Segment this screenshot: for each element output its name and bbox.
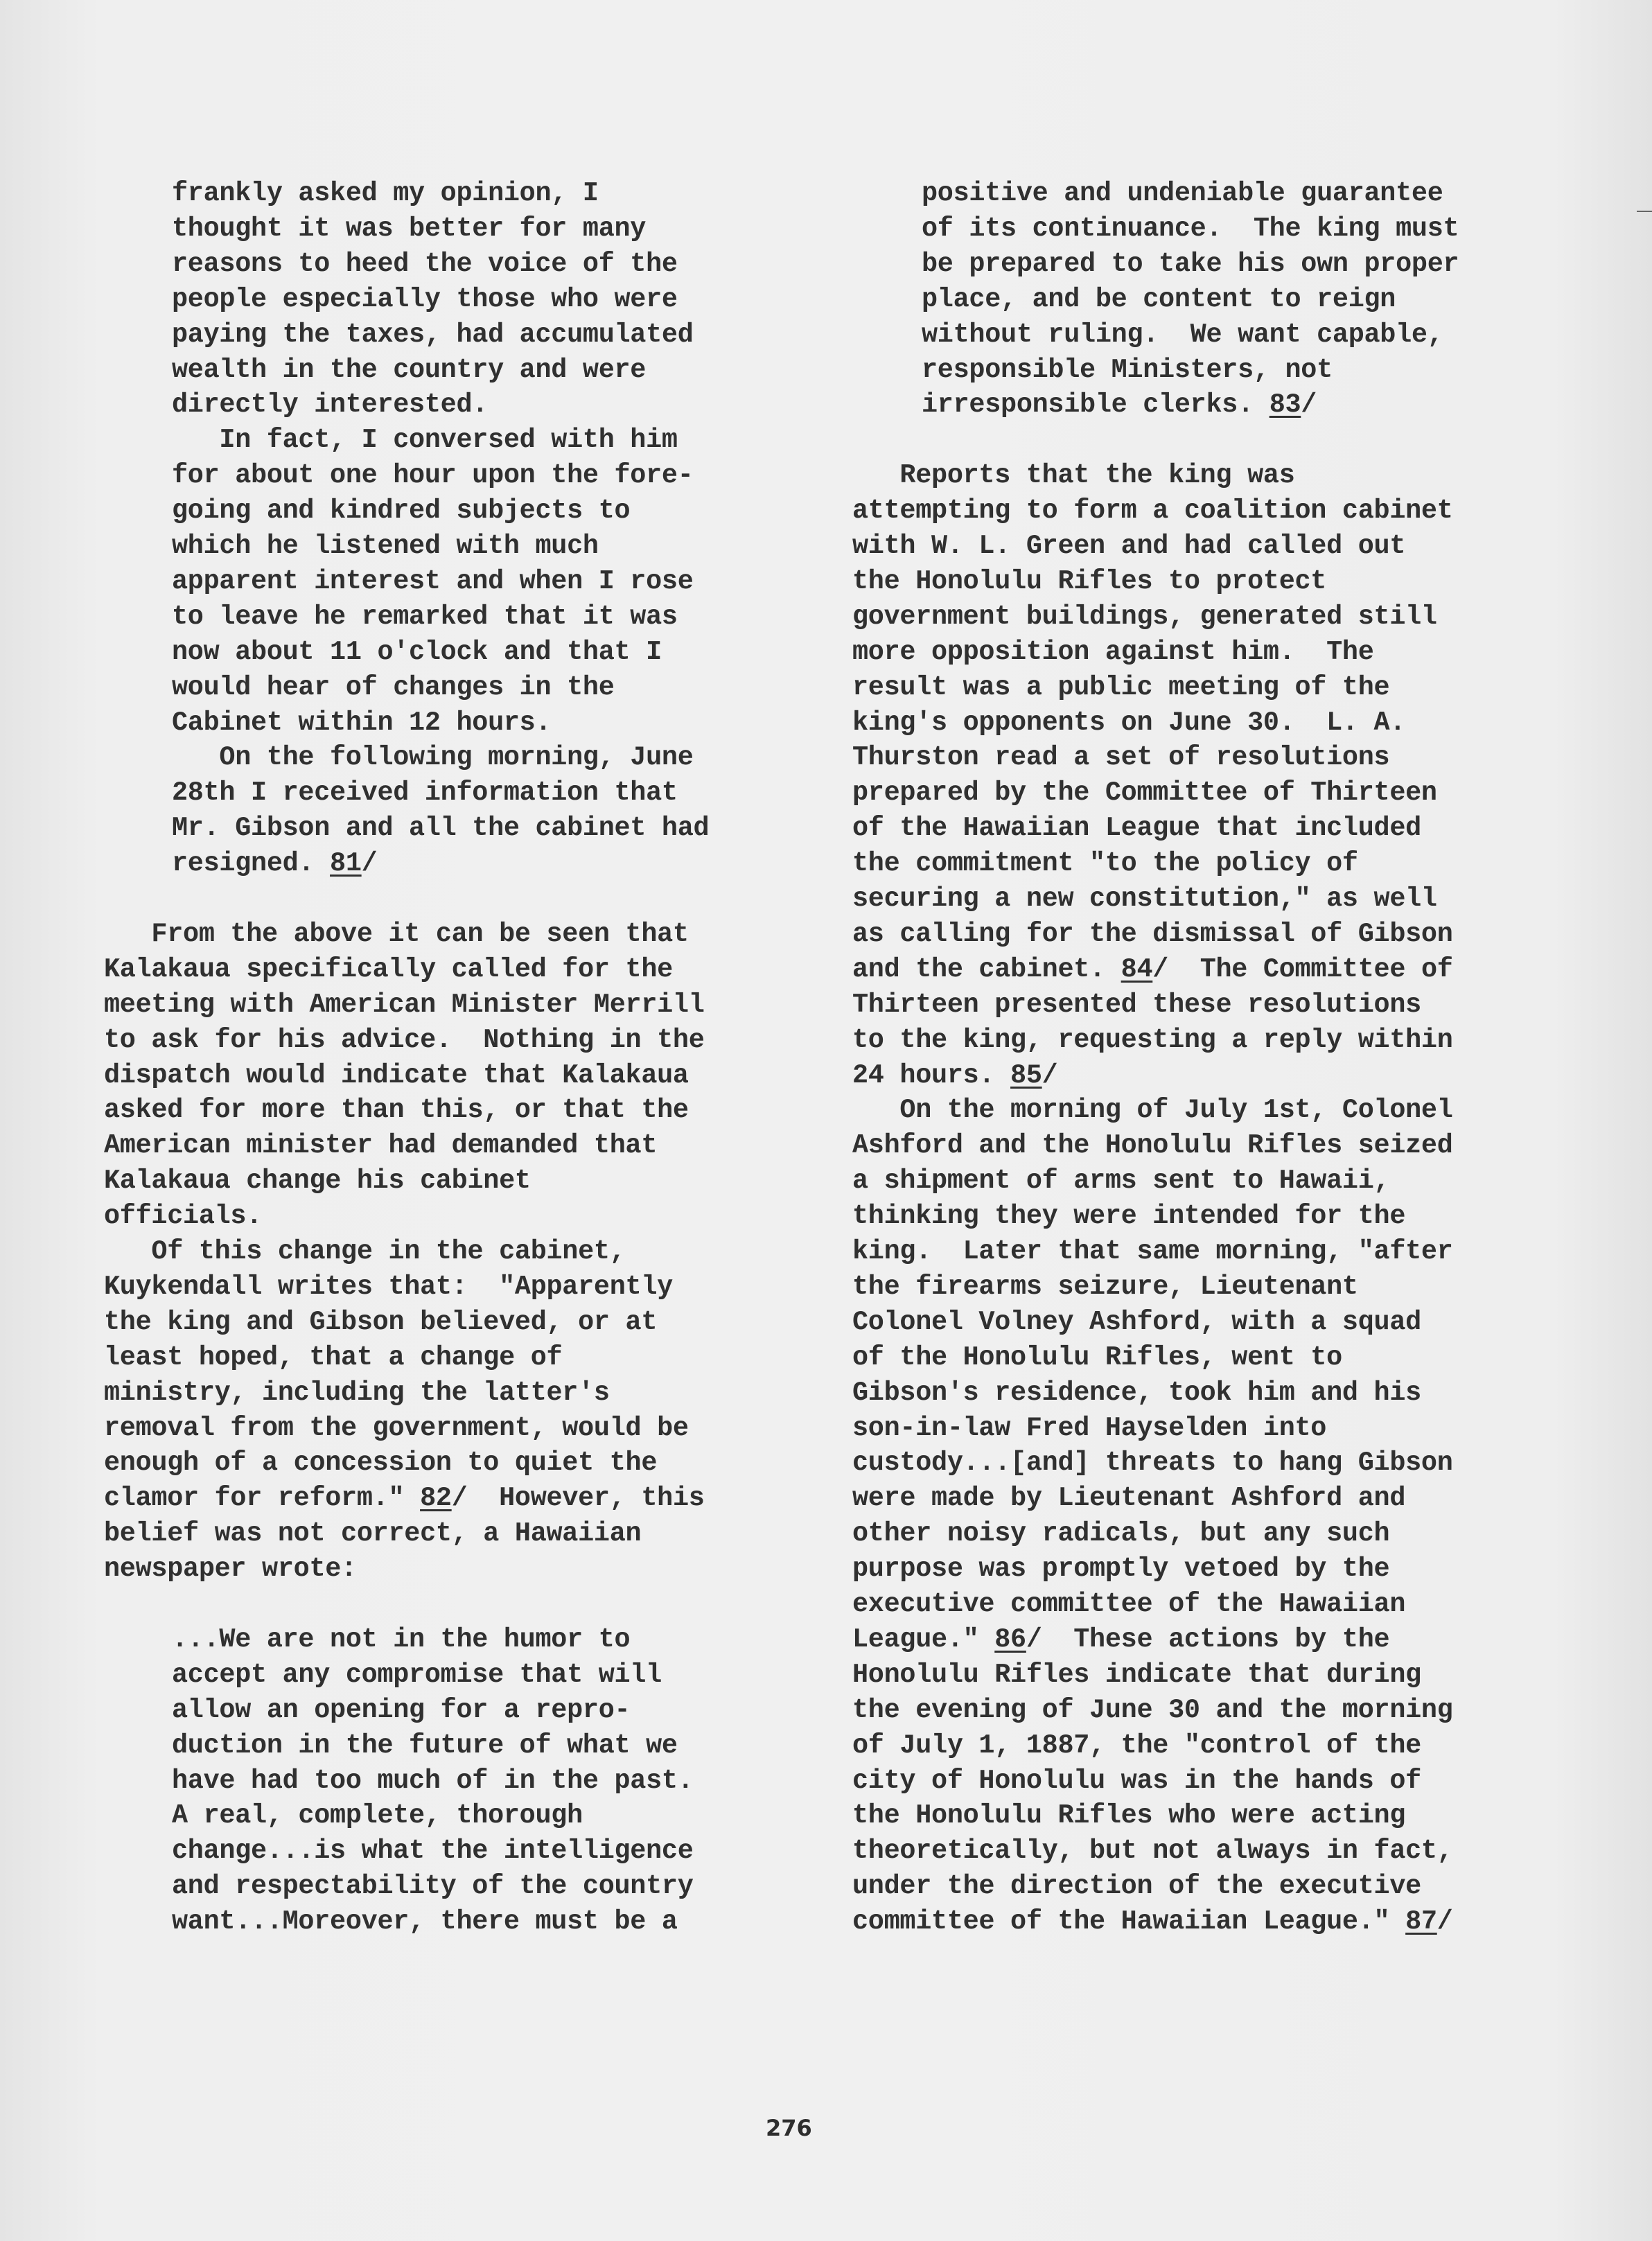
line-text: officials. [104, 1201, 263, 1232]
footnote-reference: 81 [330, 848, 362, 879]
line-text: committee of the Hawaiian League." [852, 1906, 1406, 1937]
line-text: for about one hour upon the fore- [172, 460, 694, 491]
text-line [172, 317, 694, 353]
text-line [852, 599, 1437, 635]
text-line [852, 1693, 1453, 1728]
text-line [172, 1658, 662, 1693]
text-line [172, 387, 488, 423]
text-line [104, 987, 705, 1023]
line-text: 28th I received information that [172, 777, 678, 809]
text-line [104, 1023, 705, 1058]
line-text-after-footnote: / The Committee of [1152, 953, 1453, 985]
text-line [104, 917, 689, 952]
line-text: the evening of June 30 and the morning [852, 1694, 1453, 1725]
line-text: Kuykendall writes that: "Apparently [104, 1271, 673, 1302]
text-line [172, 846, 377, 881]
footnote-reference: 85 [1010, 1060, 1042, 1091]
text-line [922, 317, 1443, 353]
line-text: asked for more than this, or that the [104, 1095, 689, 1126]
line-text: son-in-law Fred Hayselden into [852, 1412, 1327, 1443]
line-text: without ruling. We want capable, [922, 319, 1443, 350]
text-line [104, 952, 673, 987]
line-text: accept any compromise that will [172, 1659, 662, 1690]
line-text: League." [852, 1624, 995, 1655]
line-text: responsible Ministers, not [922, 354, 1333, 385]
text-line [852, 1199, 1405, 1234]
text-line [852, 952, 1453, 987]
line-text: the firearms seizure, Lieutenant [852, 1271, 1358, 1302]
text-line [104, 1411, 689, 1446]
line-text: Ashford and the Honolulu Rifles seized [852, 1130, 1453, 1161]
text-line [172, 705, 551, 741]
text-line [852, 458, 1295, 493]
line-text-after-footnote: / [1436, 1906, 1453, 1937]
line-text: place, and be content to reign [922, 283, 1396, 315]
text-line [852, 1445, 1453, 1481]
text-line [172, 1904, 678, 1940]
line-text: more opposition against him. The [852, 636, 1374, 667]
text-line [852, 1128, 1453, 1163]
line-text: change...is what the intelligence [172, 1836, 694, 1867]
line-text: reasons to heed the voice of the [172, 248, 678, 279]
line-text: Of this change in the cabinet, [104, 1236, 626, 1267]
line-text: least hoped, that a change of [104, 1342, 563, 1373]
line-text: theoretically, but not always in fact, [852, 1836, 1453, 1867]
line-text: king's opponents on June 30. L. A. [852, 707, 1406, 738]
footnote-reference: 82 [420, 1483, 452, 1514]
text-line [852, 811, 1421, 846]
line-text: to leave he remarked that it was [172, 601, 678, 632]
line-text: to ask for his advice. Nothing in the [104, 1024, 705, 1055]
line-text: 24 hours. [852, 1060, 1011, 1091]
line-text: going and kindred subjects to [172, 495, 631, 527]
line-text: attempting to form a coalition cabinet [852, 495, 1453, 527]
text-line [852, 1728, 1421, 1764]
text-line [852, 1869, 1421, 1904]
line-text-after-footnote: / [1042, 1060, 1058, 1091]
text-line [104, 1093, 689, 1128]
line-text: apparent interest and when I rose [172, 565, 694, 597]
line-text: wealth in the country and were [172, 354, 647, 385]
text-line [172, 1728, 678, 1764]
line-text: belief was not correct, a Hawaiian [104, 1518, 642, 1549]
line-text: On the following morning, June [172, 742, 694, 773]
text-line [104, 1199, 262, 1234]
text-line [852, 529, 1405, 564]
text-line [852, 775, 1437, 811]
line-text: under the direction of the executive [852, 1871, 1421, 1902]
line-text-after-footnote: / [1301, 389, 1317, 421]
line-text: as calling for the dismissal of Gibson [852, 918, 1453, 949]
line-text: duction in the future of what we [172, 1730, 678, 1761]
text-line [104, 1552, 357, 1587]
line-text: Cabinet within 12 hours. [172, 707, 552, 738]
line-text: and respectability of the country [172, 1871, 694, 1902]
line-text: enough of a concession to quiet the [104, 1448, 658, 1479]
text-line [852, 670, 1389, 705]
text-line [104, 1445, 657, 1481]
text-line [852, 1552, 1389, 1587]
line-text: would hear of changes in the [172, 671, 615, 703]
line-text: thinking they were intended for the [852, 1201, 1406, 1232]
text-line [104, 1376, 610, 1411]
text-line [172, 635, 662, 670]
text-line [852, 635, 1374, 670]
line-text: Reports that the king was [852, 460, 1295, 491]
line-text: newspaper wrote: [104, 1554, 357, 1585]
line-text: of the Hawaiian League that included [852, 813, 1421, 844]
footnote-reference: 83 [1269, 389, 1301, 421]
line-text: Mr. Gibson and all the cabinet had [172, 813, 710, 844]
line-text: ministry, including the latter's [104, 1377, 610, 1408]
line-text: resigned. [172, 848, 331, 879]
text-line [922, 211, 1459, 247]
line-text: American minister had demanded that [104, 1130, 658, 1161]
line-text: frankly asked my opinion, I [172, 178, 599, 209]
text-line [852, 1340, 1342, 1376]
line-text: Colonel Volney Ashford, with a squad [852, 1306, 1421, 1337]
line-text: government buildings, generated still [852, 601, 1437, 632]
text-line [172, 1764, 694, 1799]
text-line [852, 564, 1326, 599]
text-line [922, 353, 1333, 388]
margin-mark [1637, 211, 1652, 212]
text-line [172, 775, 678, 811]
line-text: paying the taxes, had accumulated [172, 319, 694, 350]
text-line [104, 1163, 531, 1199]
text-line [104, 1340, 562, 1376]
line-text: custody...[and] threats to hang Gibson [852, 1448, 1453, 1479]
line-text: of the Honolulu Rifles, went to [852, 1342, 1342, 1373]
text-line [104, 1269, 673, 1305]
text-line [172, 811, 709, 846]
text-line [852, 1163, 1389, 1199]
text-line [852, 1622, 1389, 1658]
text-line [852, 1798, 1405, 1834]
text-line [172, 1693, 630, 1728]
line-text: the commitment "to the policy of [852, 848, 1358, 879]
page-number: 276 [766, 2115, 812, 2141]
text-line [104, 1481, 705, 1516]
line-text: purpose was promptly vetoed by the [852, 1554, 1390, 1585]
text-line [852, 1093, 1453, 1128]
text-line [852, 917, 1453, 952]
line-text: allow an opening for a repro- [172, 1694, 631, 1725]
text-line [852, 881, 1437, 917]
line-text: irresponsible clerks. [922, 389, 1269, 421]
text-line [852, 846, 1358, 881]
line-text: a shipment of arms sent to Hawaii, [852, 1166, 1390, 1197]
text-line [922, 176, 1443, 211]
text-line [852, 740, 1389, 775]
text-line [104, 1128, 657, 1163]
line-text-after-footnote: / [361, 848, 378, 879]
text-line [852, 1376, 1421, 1411]
text-line [104, 1058, 689, 1093]
line-text: On the morning of July 1st, Colonel [852, 1095, 1453, 1126]
text-line [852, 1481, 1405, 1516]
text-line [922, 387, 1317, 423]
line-text: and the cabinet. [852, 953, 1121, 985]
line-text: securing a new constitution," as well [852, 884, 1437, 914]
line-text: A real, complete, thorough [172, 1800, 583, 1831]
text-line [172, 423, 678, 458]
text-line [852, 1587, 1405, 1622]
line-text: Thurston read a set of resolutions [852, 742, 1390, 773]
text-line [104, 1516, 641, 1552]
line-text: be prepared to take his own proper [922, 248, 1459, 279]
text-line [172, 1798, 583, 1834]
line-text: king. Later that same morning, "after [852, 1236, 1453, 1267]
line-text: directly interested. [172, 389, 489, 421]
footnote-reference: 86 [994, 1624, 1026, 1655]
line-text: with W. L. Green and had called out [852, 531, 1406, 561]
text-line [852, 987, 1421, 1023]
line-text: Honolulu Rifles indicate that during [852, 1659, 1421, 1690]
line-text-after-footnote: / However, this [451, 1483, 705, 1514]
text-line [852, 1834, 1453, 1869]
text-line [172, 670, 615, 705]
text-line [172, 211, 646, 247]
line-text: thought it was better for many [172, 213, 647, 244]
text-line [172, 282, 678, 317]
text-line [104, 1234, 626, 1269]
line-text: dispatch would indicate that Kalakaua [104, 1060, 689, 1091]
text-line [852, 1904, 1453, 1940]
text-line [922, 282, 1396, 317]
line-text: of its continuance. The king must [922, 213, 1459, 244]
text-line [172, 1869, 694, 1904]
line-text: From the above it can be seen that [104, 918, 689, 949]
line-text: which he listened with much [172, 531, 599, 561]
line-text: now about 11 o'clock and that I [172, 636, 662, 667]
line-text: were made by Lieutenant Ashford and [852, 1483, 1406, 1514]
line-text: people especially those who were [172, 283, 678, 315]
line-text: the king and Gibson believed, or at [104, 1306, 658, 1337]
line-text: In fact, I conversed with him [172, 425, 678, 456]
text-line [172, 740, 694, 775]
footnote-reference: 84 [1121, 953, 1153, 985]
text-line [172, 1622, 630, 1658]
line-text: Gibson's residence, took him and his [852, 1377, 1421, 1408]
line-text-after-footnote: / These actions by the [1026, 1624, 1390, 1655]
line-text: the Honolulu Rifles who were acting [852, 1800, 1406, 1831]
line-text: Thirteen presented these resolutions [852, 989, 1421, 1020]
text-line [172, 176, 599, 211]
text-line [852, 1305, 1421, 1340]
line-text: positive and undeniable guarantee [922, 178, 1443, 209]
text-line [852, 1411, 1326, 1446]
line-text: removal from the government, would be [104, 1412, 689, 1443]
text-line [922, 247, 1459, 282]
text-line [172, 1834, 694, 1869]
text-line [852, 493, 1453, 529]
line-text: ...We are not in the humor to [172, 1624, 631, 1655]
text-line [172, 564, 694, 599]
text-line [852, 1234, 1453, 1269]
line-text: of July 1, 1887, the "control of the [852, 1730, 1421, 1761]
text-line [852, 1269, 1358, 1305]
line-text: result was a public meeting of the [852, 671, 1390, 703]
text-line [172, 529, 599, 564]
text-line [852, 1764, 1421, 1799]
line-text: meeting with American Minister Merrill [104, 989, 705, 1020]
text-line [852, 1058, 1057, 1093]
line-text: Kalakaua specifically called for the [104, 953, 673, 985]
text-line [852, 1023, 1453, 1058]
text-line [852, 1516, 1389, 1552]
text-line [852, 705, 1405, 741]
line-text: the Honolulu Rifles to protect [852, 565, 1327, 597]
line-text: want...Moreover, there must be a [172, 1906, 678, 1937]
line-text: Kalakaua change his cabinet [104, 1166, 531, 1197]
line-text: city of Honolulu was in the hands of [852, 1765, 1421, 1796]
text-line [172, 493, 630, 529]
text-line [172, 458, 694, 493]
line-text: other noisy radicals, but any such [852, 1518, 1390, 1549]
text-line [852, 1658, 1421, 1693]
line-text: executive committee of the Hawaiian [852, 1589, 1406, 1619]
text-line [172, 353, 646, 388]
text-line [172, 599, 678, 635]
line-text: to the king, requesting a reply within [852, 1024, 1453, 1055]
line-text: prepared by the Committee of Thirteen [852, 777, 1437, 809]
line-text: have had too much of in the past. [172, 1765, 694, 1796]
footnote-reference: 87 [1405, 1906, 1437, 1937]
line-text: clamor for reform." [104, 1483, 421, 1514]
text-line [172, 247, 678, 282]
text-line [104, 1305, 657, 1340]
